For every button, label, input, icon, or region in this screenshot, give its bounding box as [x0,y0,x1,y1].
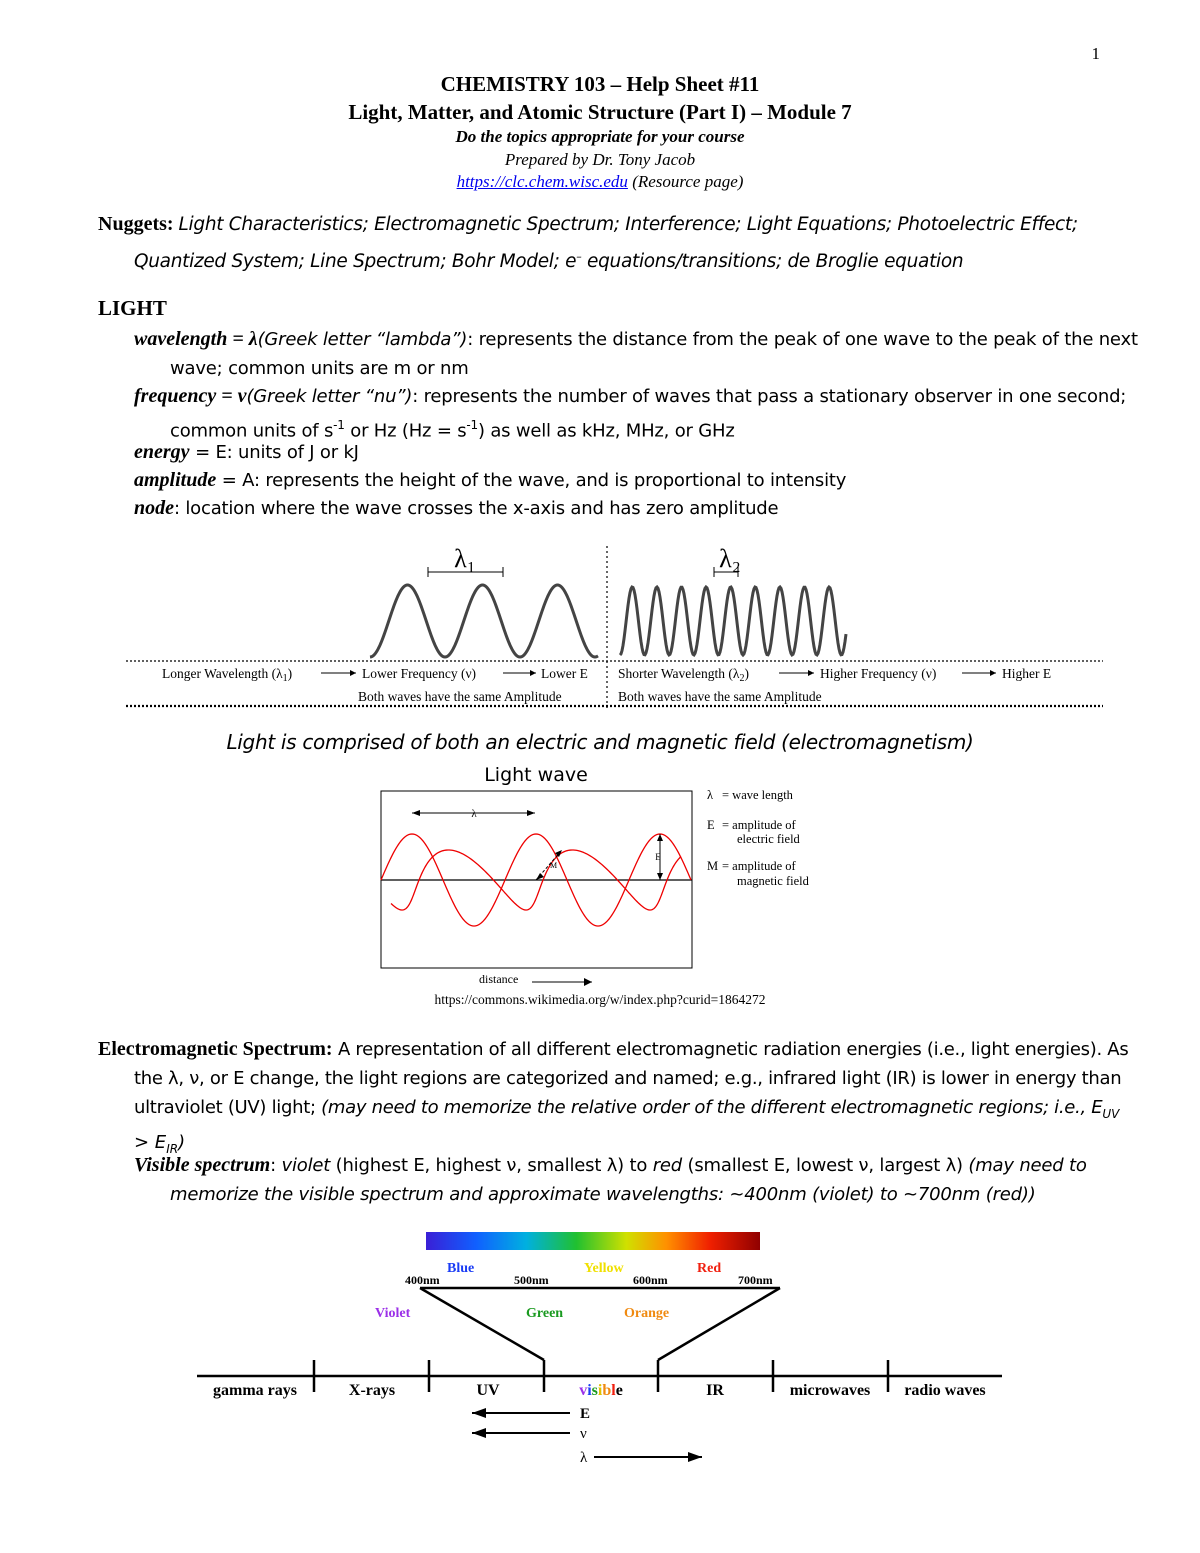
lower-frequency-caption: Lower Frequency (ν) [362,666,477,681]
legend-e-text: = amplitude of [722,818,796,832]
resource-suffix: (Resource page) [632,172,744,191]
visible-color-bar [426,1232,760,1250]
light-heading: LIGHT [98,296,167,320]
m-marker: M [550,861,558,870]
arrow-lambda-label: λ [580,1450,588,1466]
em-spectrum-diagram [0,1220,1200,1480]
region-gamma: gamma rays [213,1382,297,1399]
tick-500: 500nm [514,1273,549,1287]
higher-e-caption: Higher E [1002,666,1052,681]
resource-line [0,172,1200,192]
label-orange: Orange [624,1306,670,1321]
tick-700: 700nm [738,1273,773,1287]
author: Prepared by Dr. Tony Jacob [504,150,696,169]
label-yellow: Yellow [584,1261,624,1276]
page-title: CHEMISTRY 103 – Help Sheet #11 [440,72,760,96]
frequency-definition: frequency = ν(Greek letter “nu”): represents the number of waves that pass a stationary observer in one second; common units of $s^{-1}$ or Hz $(Hz = s^{-1})$ as well as kHz, MHz, or GHz [134,385,1127,442]
node-definition: node: location where the wave crosses the x-axis and has zero amplitude [134,497,779,519]
lambda2-label: λ₂ [719,544,741,573]
topics-note: Do the topics appropriate for your course [455,127,745,146]
region-xrays: X-rays [348,1382,396,1399]
label-blue: Blue [447,1261,475,1276]
light-wave-title: Light wave [484,764,588,786]
lower-e-caption: Lower E [541,666,588,681]
higher-frequency-caption: Higher Frequency (ν) [820,666,937,681]
label-green: Green [526,1306,564,1321]
legend-e-text2: electric field [737,832,800,846]
region-radio: radio waves [904,1382,986,1399]
legend-m-sym: M [707,859,719,873]
image-source: https://commons.wikimedia.org/w/index.php?curid=1864272 [434,992,766,1007]
long-wave [370,585,598,657]
em-wave-title: Light is comprised of both an electric and magnetic field (electromagnetism) [226,730,974,754]
label-violet: Violet [375,1306,411,1321]
lambda-marker: λ [471,808,477,820]
longer-wavelength-caption: Longer Wavelength $(\lambda_1)$ [162,666,293,684]
region-uv: UV [476,1382,500,1399]
legend-lambda-sym: λ [707,788,714,802]
label-red: Red [697,1261,722,1276]
em-legend [707,788,810,888]
same-amplitude-right: Both waves have the same Amplitude [618,689,822,704]
lambda1-label: λ₁ [454,544,476,573]
page-subtitle: Light, Matter, and Atomic Structure (Part I) – Module 7 [348,100,852,124]
wavelength-definition: wavelength = λ(Greek letter “lambda”): represents the distance from the peak of one wave to the peak of the next wave; common units are m or nm [134,328,1138,379]
legend-m-text2: magnetic field [737,874,809,888]
distance-label: distance [479,972,519,986]
resource-link[interactable]: https://clc.chem.wisc.edu [456,172,628,191]
legend-m-text: = amplitude of [722,859,796,873]
nuggets [98,208,1144,278]
energy-definition: energy = E: units of J or kJ [134,441,359,463]
nuggets-text: Light Characteristics; Electromagnetic Spectrum; Interference; Light Equations; Photoelectric Effect; Quantized System; Line Spectrum; Bohr Model; e– equations/transitions; de Broglie equation [134,214,1078,273]
tick-400: 400nm [405,1273,440,1287]
amplitude-definition: amplitude = A: represents the height of the wave, and is proportional to intensity [134,469,847,491]
short-wave [620,587,846,655]
arrow-e-label: E [580,1406,591,1422]
page-number: 1 [1091,44,1100,63]
em-spectrum-paragraph: Electromagnetic Spectrum: A representation of all different electromagnetic radiation energies (i.e., light energies). As the λ, ν, or E change, the light regions are categorized and named; e.g., infrared light (IR) is lower in energy than ultraviolet (UV) light; (may need to memorize the relative order of the different electromagnetic regions; i.e., $E_{UV} > E_{IR}$) [98,1038,1129,1156]
arrow-nu-label: ν [580,1426,587,1442]
legend-e-sym: E [707,818,715,832]
region-ir: IR [706,1382,724,1399]
region-visible: visible [579,1382,623,1399]
visible-spectrum-paragraph: Visible spectrum: violet (highest E, highest ν, smallest λ) to red (smallest E, lowest ν, largest λ) (may need to memorize the visible spectrum and approximate wavelengths: ~400nm (violet) to ~700nm (red)) [134,1154,1087,1205]
region-microwaves: microwaves [789,1382,871,1399]
e-marker: E [655,852,661,862]
same-amplitude-left: Both waves have the same Amplitude [358,689,562,704]
shorter-wavelength-caption: Shorter Wavelength $(\lambda_2)$ [618,666,749,684]
nuggets-label: Nuggets: [98,213,174,235]
legend-lambda-text: = wave length [722,788,793,802]
em-wave-figure [370,788,840,1013]
tick-600: 600nm [633,1273,668,1287]
wavelength-comparison-diagram [0,540,1200,715]
